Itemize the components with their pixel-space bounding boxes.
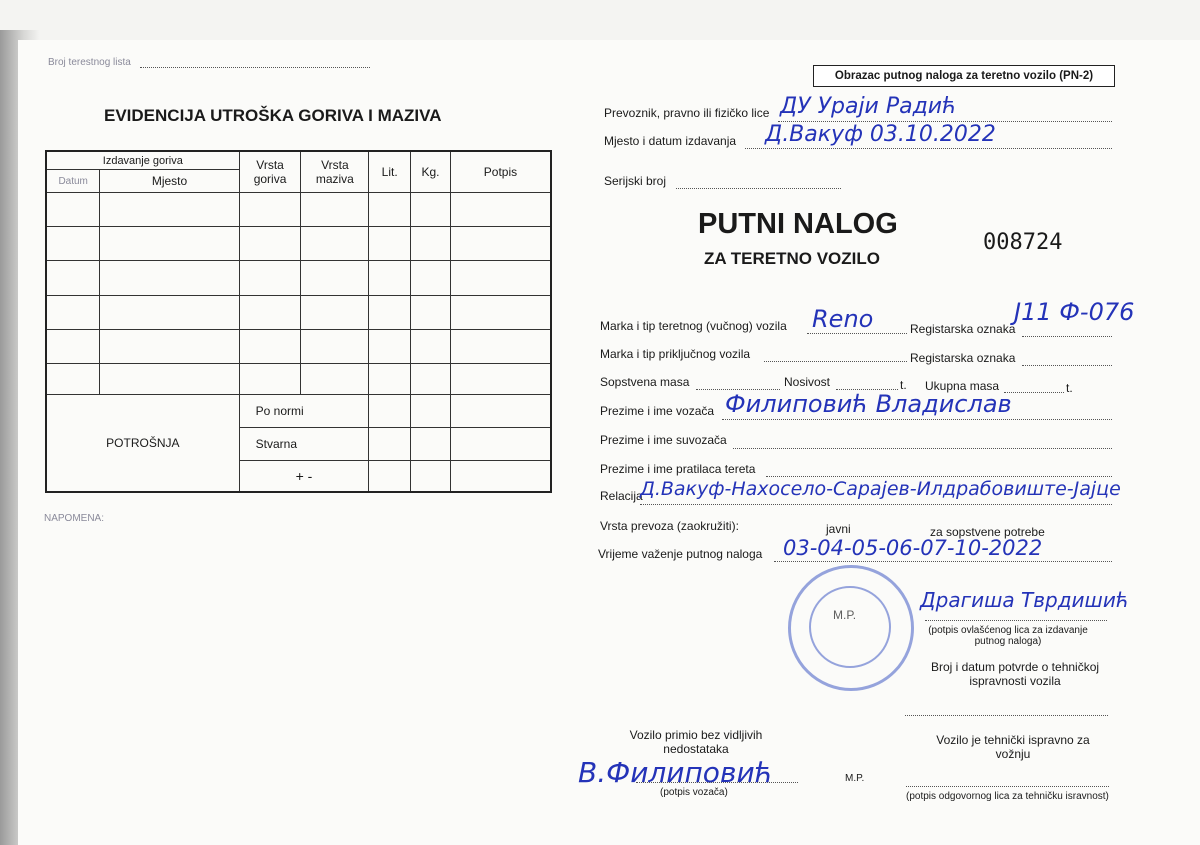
relacija-value: Д.Вакуф-Нахосело-Сарајев-Илдрабовиште-Јајце (640, 478, 1121, 500)
vrsta-prevoza-label: Vrsta prevoza (zaokružiti): (600, 519, 739, 533)
t2-label: t. (1066, 381, 1073, 395)
reg-oznaka2-label: Registarska oznaka (910, 351, 1016, 365)
th-lit: Lit. (369, 151, 411, 192)
mp-label: M.P. (833, 608, 857, 622)
table-row (46, 329, 551, 363)
reg-oznaka-label: Registarska oznaka (910, 322, 1016, 336)
potpis-ovlascenog-caption: (potpis ovlašćenog lica za izdavanje putnog naloga) (928, 625, 1088, 647)
th-vrsta-maziva: Vrsta maziva (301, 151, 369, 192)
stvarna-label: Stvarna (239, 428, 369, 461)
potrosnja-label: POTROŠNJA (46, 395, 239, 492)
faded-sheet-line (140, 67, 370, 68)
relacija-label: Relacija (600, 489, 643, 503)
vozac-label: Prezime i ime vozača (600, 404, 715, 418)
suvozac-label: Prezime i ime suvozača (600, 433, 727, 447)
th-mjesto: Mjesto (100, 170, 239, 193)
potpis-vozaca-value: В.Филиповић (578, 756, 773, 789)
pratilac-label: Prezime i ime pratilaca tereta (600, 462, 756, 476)
javni-option: javni (826, 522, 851, 536)
napomena-label: NAPOMENA: (44, 513, 105, 524)
t1-label: t. (900, 378, 907, 392)
serijski-broj-label: Serijski broj (604, 174, 667, 188)
table-row (46, 363, 551, 394)
potpis-vozaca-caption: (potpis vozača) (660, 787, 728, 798)
prevoznik-value: ДУ Ураји Радић (780, 94, 957, 119)
vozac-value: Филиповић Владислав (725, 390, 1012, 418)
th-potpis: Potpis (450, 151, 551, 192)
po-normi-label: Po normi (239, 395, 369, 428)
vrijeme-value: 03-04-05-06-07-10-2022 (783, 536, 1043, 560)
nosivost-label: Nosivost (784, 375, 831, 389)
th-izdavanje: Izdavanje goriva (46, 151, 239, 170)
table-row (46, 295, 551, 329)
table-row (46, 261, 551, 295)
vozilo-ispravno: Vozilo je tehnički ispravno za vožnju (936, 733, 1090, 761)
marka-vucnog-label: Marka i tip teretnog (vučnog) vozila (600, 319, 787, 333)
th-kg: Kg. (411, 151, 451, 192)
reg-oznaka-value: J11 Ф-076 (1014, 298, 1135, 326)
marka-prikljucnog-label: Marka i tip priključnog vozila (600, 347, 751, 361)
form-code-box: Obrazac putnog naloga za teretno vozilo (PN-2) (813, 65, 1115, 87)
th-vrsta-goriva: Vrsta goriva (239, 151, 301, 192)
fuel-table (45, 150, 552, 493)
table-row (46, 192, 551, 226)
table-row (46, 227, 551, 261)
doc-title: PUTNI NALOG (698, 208, 898, 240)
broj-datum-potvrde: Broj i datum potvrde o tehničkoj ispravnosti vozila (930, 660, 1100, 688)
doc-subtitle: ZA TERETNO VOZILO (704, 249, 880, 268)
sopstvena-masa-label: Sopstvena masa (600, 375, 690, 389)
vozilo-primio: Vozilo primio bez vidljivih nedostataka (629, 728, 763, 756)
mjesto-datum-value: Д.Вакуф 03.10.2022 (765, 122, 996, 147)
plus-minus-label: + - (239, 461, 369, 492)
potpis-ovlascenog-value: Драгиша Тврдишић (920, 588, 1129, 612)
potpis-odgovornog-caption: (potpis odgovornog lica za tehničku isravnost) (906, 791, 1109, 802)
left-section-title: EVIDENCIJA UTROŠKA GORIVA I MAZIVA (104, 106, 442, 125)
faded-sheet-label: Broj terestnog lista (48, 57, 131, 68)
prevoznik-label: Prevoznik, pravno ili fizičko lice (604, 106, 770, 120)
mp2-label: M.P. (845, 773, 865, 784)
th-datum: Datum (46, 170, 100, 193)
mjesto-datum-label: Mjesto i datum izdavanja (604, 134, 737, 148)
sopstvene-option: za sopstvene potrebe (930, 525, 1045, 539)
marka-vucnog-value: Reno (812, 305, 874, 333)
vrijeme-label: Vrijeme važenje putnog naloga (598, 547, 763, 561)
ukupna-masa-label: Ukupna masa (925, 379, 1000, 393)
doc-number: 008724 (983, 230, 1063, 255)
official-stamp (788, 565, 914, 691)
